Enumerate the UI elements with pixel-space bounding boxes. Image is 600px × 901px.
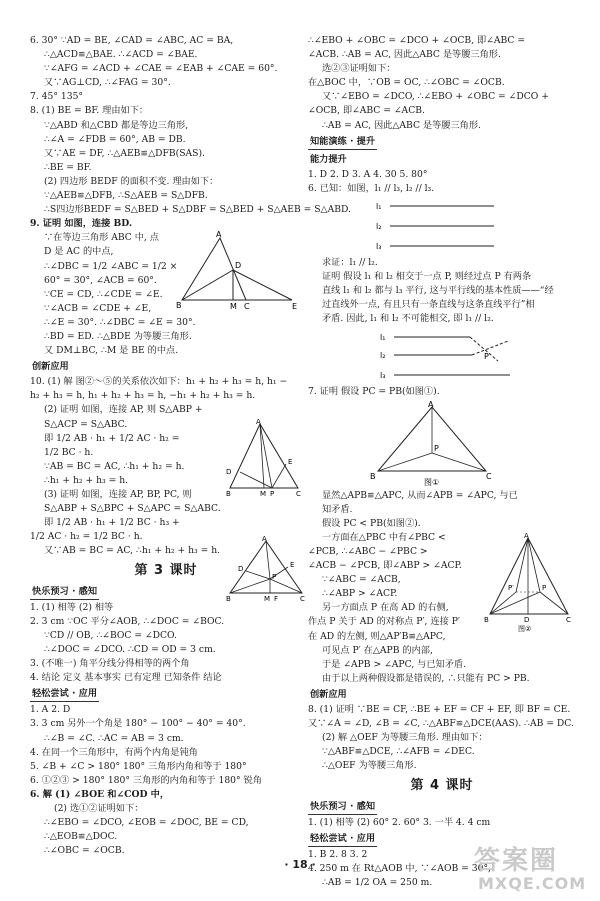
svg-text:l₁: l₁ bbox=[376, 202, 382, 212]
figure-q6-parallel-lines bbox=[374, 198, 524, 254]
text-line: 6. 30° ∵AD = BE, ∠CAD = ∠ABC, AC = BA, bbox=[30, 35, 234, 46]
text-line: 4. 结论 定义 基本事实 已有定理 已知条件 结论 bbox=[30, 672, 222, 684]
text-line: ∵CE = CD, ∴∠CDE = ∠E. bbox=[44, 288, 163, 300]
text-line: ∴△OEF 为等腰三角形. bbox=[322, 760, 417, 772]
text-line: ∴h₁ + h₂ + h₃ = h. bbox=[44, 474, 129, 486]
text-line: 8. (1) BE = BF. 理由如下： bbox=[30, 105, 149, 117]
text-line: 9. 证明 如图，连接 BD. bbox=[30, 218, 133, 230]
section-header-try-right: 轻松尝试 · 应用 bbox=[308, 832, 377, 847]
text-line: ∴AB = 1/2 OA = 250 m. bbox=[322, 877, 433, 889]
svg-text:A: A bbox=[256, 418, 261, 426]
left-block-f bbox=[30, 703, 302, 858]
text-line: ∴∠DBC = 1/2 ∠ABC = 1/2 × bbox=[44, 260, 178, 272]
right-block-f bbox=[308, 703, 576, 773]
text-line: 4. 在同一个三角形中，有两个内角是钝角 bbox=[30, 746, 198, 758]
text-line: 可见点 P′ 在△APB 的内部, bbox=[322, 644, 433, 656]
watermark-line-1: 答案圈 bbox=[474, 846, 559, 876]
lesson-4-title: 第 4 课时 bbox=[410, 778, 474, 794]
text-line: S△ACP = S△ABC. bbox=[44, 418, 128, 430]
section-header-try: 轻松尝试 · 应用 bbox=[30, 687, 99, 702]
text-line: ∴∠B = ∠C. ∴AC = AB = 3 cm. bbox=[44, 732, 184, 744]
svg-text:l₁: l₁ bbox=[380, 332, 386, 342]
text-line: ∵△ABD 和△CBD 都是等边三角形, bbox=[44, 119, 189, 131]
text-line: 5. ∠B + ∠C > 180° 180° 三角形内角和等于 180° bbox=[30, 760, 247, 772]
svg-text:A: A bbox=[262, 535, 267, 543]
text-line: ∴∠EBO + ∠OBC = ∠DCO + ∠OCB, 即∠ABC = bbox=[308, 35, 526, 46]
text-line: 1. A 2. D bbox=[30, 704, 71, 716]
svg-text:C: C bbox=[244, 302, 250, 311]
text-line: 即 1/2 AB · h₁ + 1/2 AC · h₂ = bbox=[44, 432, 180, 444]
text-line: 选②③证明如下： bbox=[322, 63, 396, 75]
lesson-3-title: 第 3 课时 bbox=[134, 563, 198, 579]
text-line: ∵∠AFG = ∠ACD + ∠CAE = ∠EAB + ∠CAE = 60°. bbox=[44, 63, 278, 75]
figure-q7-diagram-1 bbox=[368, 401, 508, 487]
text-line: 1. D 2. D 3. A 4. 30 5. 80° bbox=[308, 168, 428, 180]
svg-text:B: B bbox=[226, 595, 231, 603]
svg-text:M: M bbox=[260, 490, 267, 498]
figure-1-caption: 图① bbox=[424, 477, 440, 487]
text-line: 1. (1) 相等 (2) 相等 bbox=[30, 601, 114, 613]
right-block-b bbox=[308, 168, 576, 196]
right-column bbox=[308, 34, 576, 890]
text-line: 60° = 30°, ∠ACB = 60°. bbox=[44, 274, 157, 286]
right-block-g bbox=[308, 816, 576, 830]
text-line: 1/2 BC · h. bbox=[44, 446, 94, 458]
text-line: 即 1/2 AB · h₁ + 1/2 BC · h₃ + bbox=[44, 517, 180, 529]
figure-q10-triangle-2 bbox=[226, 537, 306, 603]
text-line: (3) 证明 如图，连接 AP, BP, PC, 则 bbox=[44, 489, 192, 500]
watermark-logo bbox=[468, 838, 596, 896]
text-line: ∴∠EBO = ∠DCO, ∠EOB = ∠DOC, BE = CD, bbox=[44, 817, 249, 829]
text-line: S△ABP + S△BPC + S△APC = S△ABC. bbox=[44, 503, 221, 515]
svg-text:C: C bbox=[300, 595, 305, 603]
left-block-e bbox=[30, 601, 302, 686]
svg-text:E: E bbox=[292, 302, 298, 311]
figure-q10-triangle-1 bbox=[226, 420, 306, 496]
text-line: 10. (1) 解 图②～⑤的关系依次如下：h₁ + h₂ + h₃ = h, h₁ − bbox=[30, 376, 288, 388]
text-line: ∴∠ABP > ∠ACP. bbox=[322, 588, 398, 600]
text-line: 又∵∠EBO = ∠DCO, ∴∠EBO + ∠OBC = ∠DCO + bbox=[322, 91, 549, 103]
text-line: D 是 AC 的中点, bbox=[44, 246, 114, 258]
svg-text:l₂: l₂ bbox=[376, 222, 382, 232]
section-header-preview-right: 快乐预习 · 感知 bbox=[308, 800, 377, 815]
text-line: 1. B 2. 8 3. 2 bbox=[308, 848, 368, 860]
svg-text:B: B bbox=[484, 616, 489, 624]
right-block-d bbox=[308, 385, 576, 399]
text-line: 显然△APB≌△APC, 从而∠APB = ∠APC, 与已 bbox=[322, 489, 518, 501]
svg-text:D: D bbox=[226, 468, 232, 476]
svg-text:E: E bbox=[288, 458, 293, 466]
text-line: 直线 l₁ 和 l₂ 都与 l₃ 平行, 这与平行线的基本性质——“经 bbox=[322, 285, 554, 297]
text-line: ∵AB = BC = AC, ∴h₁ + h₂ = h. bbox=[44, 460, 185, 472]
text-line: ∴∠DOC = ∠DCO. ∴CD = OD = 3 cm. bbox=[44, 643, 216, 655]
text-line: 证明 假设 l₁ 和 l₂ 相交于一点 P, 则经过点 P 有两条 bbox=[322, 271, 532, 283]
section-header-practice: 知能演练 · 提升 bbox=[308, 135, 377, 150]
text-line: 8. (1) 证明 ∵BE = CF, ∴BE + EF = CF + EF, 即 BF = CE. bbox=[308, 704, 571, 715]
svg-text:P: P bbox=[484, 351, 489, 361]
text-line: 又∵AB = BC = AC, ∴h₁ + h₂ + h₃ = h. bbox=[44, 545, 221, 557]
svg-text:F: F bbox=[274, 595, 279, 603]
text-line: 4. 250 m 在 Rt△AOB 中, ∵∠AOB = 30°, bbox=[308, 862, 491, 874]
text-line: 假设 PC < PB(如图②). bbox=[322, 517, 421, 529]
text-line: 另一方面点 P 在高 AD 的右侧, bbox=[322, 602, 449, 614]
text-line: 由于以上两种假设都是错误的, ∴只能有 PC > PB. bbox=[322, 672, 530, 684]
text-line: 6. ①②③ > 180° 180° 三角形的内角和等于 180° 锐角 bbox=[30, 774, 262, 786]
text-line: ∵∠ABC = ∠ACB, bbox=[322, 574, 401, 586]
text-line: 6. 解 (1) ∠BOE 和∠COD 中， bbox=[30, 788, 170, 800]
section-header-innovation-right: 创新应用 bbox=[310, 688, 347, 700]
text-line: 作点 P 关于 AD 的对称点 P′, 连接 P′ bbox=[308, 616, 460, 628]
text-line: (2) 选①②证明如下： bbox=[54, 802, 144, 814]
text-line: ∵CD // OB, ∴∠BOC = ∠DCO. bbox=[44, 629, 177, 641]
text-line: (2) 解 △OEF 为等腰三角形. 理由如下： bbox=[322, 732, 488, 744]
svg-text:A: A bbox=[428, 399, 434, 409]
text-line: 又∵∠A = ∠D, ∠B = ∠C, ∴△ABF≌△DCE(AAS). ∴AB = DC. bbox=[308, 718, 574, 730]
text-line: 3. 3 cm 另外一个角是 180° − 100° − 40° = 40°. bbox=[30, 718, 246, 730]
text-line: ∴AB = AC, 因此△ABC 是等腰三角形. bbox=[322, 119, 481, 131]
text-line: ∴BD = ED. ∴△BDE 为等腰三角形. bbox=[44, 330, 192, 342]
text-line: 在 AD 的左侧, 则△AP′B≌△APC, bbox=[308, 630, 446, 642]
svg-text:B: B bbox=[370, 471, 376, 481]
svg-text:P′: P′ bbox=[508, 584, 514, 592]
text-line: 3. (不唯一) 角平分线分得相等的两个角 bbox=[30, 658, 190, 670]
text-line: ∴BE = BF. bbox=[44, 161, 92, 173]
left-block-b bbox=[30, 231, 196, 358]
watermark-line-2: MXQE.COM bbox=[478, 874, 587, 893]
figure-q9-triangle bbox=[176, 232, 304, 310]
svg-text:E: E bbox=[290, 561, 295, 569]
figure-q7-diagram-2 bbox=[484, 534, 574, 632]
text-line: 1/2 AC · h₂ = 1/2 BC · h. bbox=[30, 531, 143, 543]
figure-q6-intersecting-lines bbox=[380, 329, 520, 383]
text-line: ∵△AEB≌△DFB, ∴S△AEB = S△DFB. bbox=[44, 190, 208, 202]
page-number: · 18 · bbox=[284, 858, 316, 871]
svg-text:C: C bbox=[296, 490, 301, 498]
svg-text:l₃: l₃ bbox=[376, 242, 382, 252]
svg-text:B: B bbox=[226, 490, 231, 498]
svg-text:P: P bbox=[434, 443, 439, 453]
text-line: 矛盾. 因此, l₁ 和 l₂ 不可能相交, 即 l₁ // l₂. bbox=[322, 313, 494, 325]
text-line: 1. (1) 相等 (2) 60° 2. 60° 3. 一半 4. 4 cm bbox=[308, 816, 491, 828]
text-line: 又∵AE = DF, ∴△AEB≌△DFB(SAS). bbox=[44, 147, 205, 159]
text-line: ∴∠A = ∠FDB = 60°, AB = DB. bbox=[44, 133, 186, 145]
text-line: ∴∠E = 30°. ∴∠DBC = ∠E = 30°. bbox=[44, 316, 196, 328]
svg-text:M: M bbox=[264, 595, 271, 603]
text-line: ∴S四边形BEDF = S△BED + S△DBF = S△BED + S△AEB = S△ABD. bbox=[44, 204, 351, 216]
svg-text:A: A bbox=[524, 532, 529, 540]
text-line: 在△BOC 中，∵OB = OC, ∴∠OBC = ∠OCB. bbox=[308, 77, 505, 89]
text-line: 7. 证明 假设 PC = PB(如图①). bbox=[308, 385, 440, 397]
right-block-a bbox=[308, 34, 576, 133]
text-line: h₂ + h₃ = h, h₁ + h₂ + h₃ = h, −h₁ + h₂ + h₃ = h. bbox=[30, 390, 256, 402]
svg-text:l₂: l₂ bbox=[380, 350, 386, 360]
text-line: ∴△EOB≌△DOC. bbox=[44, 831, 118, 843]
svg-text:P: P bbox=[272, 573, 277, 581]
svg-text:P: P bbox=[542, 584, 547, 592]
svg-text:l₃: l₃ bbox=[380, 370, 386, 380]
text-line: 过直线外一点, 有且只有一条直线与这条直线平行”相 bbox=[322, 299, 535, 311]
text-line: ∵△ABF≌△DCE, ∴∠AFB = ∠DEC. bbox=[322, 746, 475, 758]
text-line: ∵∠ACB = ∠CDE + ∠E, bbox=[44, 302, 152, 314]
section-header-innovation: 创新应用 bbox=[32, 361, 69, 373]
text-line: ∠PCB, ∴∠ABC − ∠PBC > bbox=[308, 545, 428, 557]
text-line: ∵在等边三角形 ABC 中, 点 bbox=[44, 232, 159, 244]
svg-text:B: B bbox=[176, 301, 182, 310]
text-line: 于是 ∠APB > ∠APC, 与已知矛盾. bbox=[322, 658, 467, 670]
svg-text:A: A bbox=[216, 230, 222, 239]
text-line: 2. 3 cm ∵OC 平分∠AOB, ∴∠DOC = ∠BOC. bbox=[30, 615, 225, 627]
left-block-d bbox=[30, 432, 222, 559]
text-line: 求证：l₁ // l₂. bbox=[322, 257, 378, 269]
svg-text:D: D bbox=[524, 616, 530, 624]
svg-text:P: P bbox=[270, 490, 275, 498]
text-line: 一方面在△PBC 中有∠PBC < bbox=[322, 531, 446, 543]
text-line: ∠ACB − ∠PCB, 即∠ABP > ∠ACP. bbox=[308, 560, 462, 572]
section-header-preview: 快乐预习 · 感知 bbox=[30, 585, 99, 600]
svg-text:M: M bbox=[230, 302, 237, 311]
text-line: ∠OCB, 即∠ABC = ∠ACB. bbox=[308, 105, 425, 117]
svg-text:图②: 图② bbox=[518, 625, 532, 633]
text-line: 7. 45° 135° bbox=[30, 91, 84, 103]
text-line: 知矛盾. bbox=[322, 503, 353, 515]
right-block-c bbox=[308, 256, 576, 326]
text-line: 6. 已知：如图，l₁ // l₃, l₂ // l₃. bbox=[308, 182, 435, 194]
text-line: ∴∠OBC = ∠OCB. bbox=[44, 845, 125, 857]
svg-text:C: C bbox=[566, 616, 571, 624]
section-header-ability: 能力提升 bbox=[310, 153, 347, 165]
text-line: ∠ACB. ∴AB = AC, 因此△ABC 是等腰三角形. bbox=[308, 49, 501, 61]
text-line: 又∵AG⊥CD, ∴∠FAG = 30°. bbox=[44, 77, 171, 89]
text-line: ∴△ACD≌△BAE. ∴∠ACD = ∠BAE. bbox=[44, 49, 198, 61]
svg-text:D: D bbox=[238, 565, 244, 573]
text-line: (2) 四边形 BEDF 的面积不变. 理由如下： bbox=[44, 175, 219, 187]
text-line: 又 DM⊥BC, ∴M 是 BE 的中点. bbox=[44, 345, 179, 357]
svg-text:C: C bbox=[486, 471, 492, 481]
svg-text:D: D bbox=[235, 261, 242, 270]
text-line: (2) 证明 如图，连接 AP, 则 S△ABP + bbox=[44, 404, 203, 416]
